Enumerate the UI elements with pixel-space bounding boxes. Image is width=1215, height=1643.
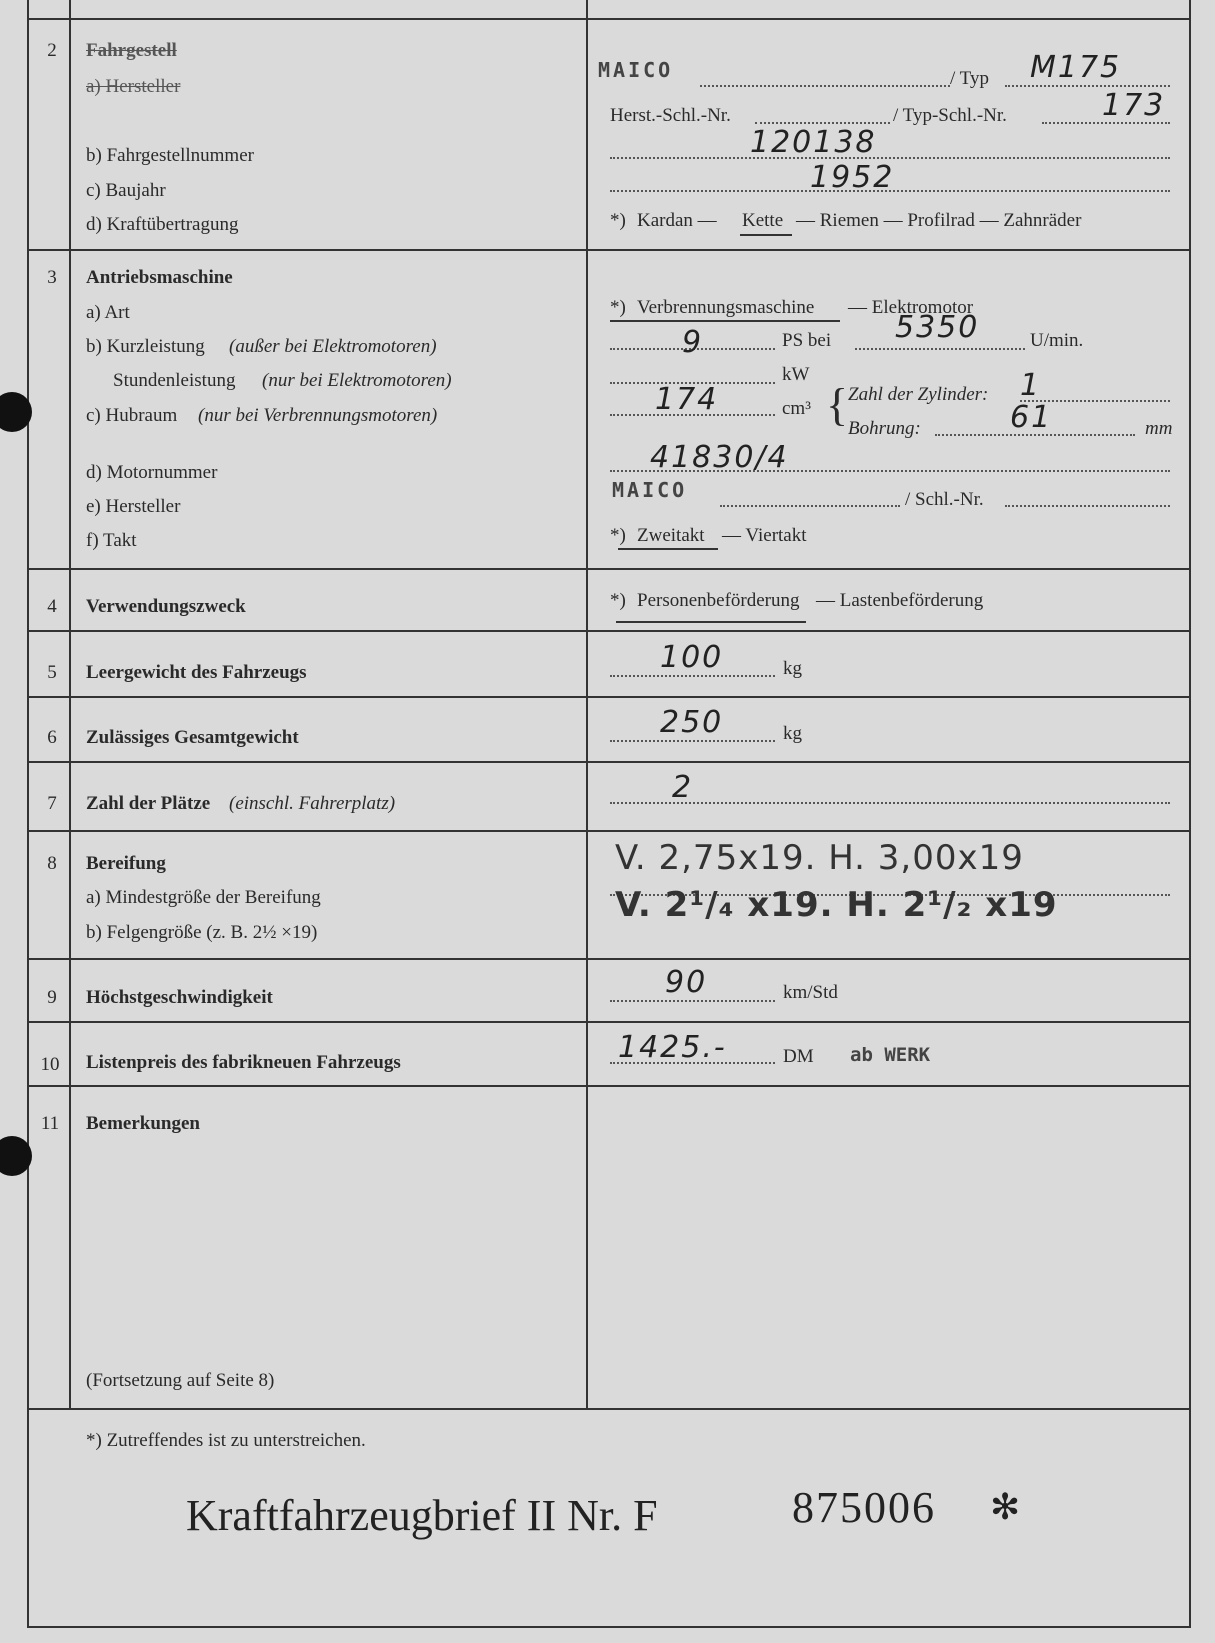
handwritten-value: 120138 xyxy=(750,125,877,160)
row-title: Verwendungszweck xyxy=(86,596,246,617)
row-divider xyxy=(27,696,1189,698)
felgen-value: V. 2¹/₄ x19. H. 2¹/₂ x19 xyxy=(615,885,1058,925)
hersteller-stamp: MAICO xyxy=(598,58,674,82)
row-divider xyxy=(27,1408,1189,1410)
field-label: Bohrung: xyxy=(848,418,921,439)
row-title: Antriebsmaschine xyxy=(86,267,233,288)
row-divider xyxy=(27,761,1189,763)
handwritten-value: 250 xyxy=(660,705,724,740)
dotted-line xyxy=(610,1000,775,1002)
reifen-value: V. 2,75x19. H. 3,00x19 xyxy=(615,838,1024,878)
dotted-line xyxy=(610,470,1170,472)
motor-hersteller-stamp: MAICO xyxy=(612,478,688,502)
unit-label: km/Std xyxy=(783,982,838,1003)
option-marker: *) xyxy=(610,297,626,318)
dotted-line xyxy=(610,740,775,742)
row-title: Höchstgeschwindigkeit xyxy=(86,987,273,1008)
field-note: (einschl. Fahrerplatz) xyxy=(229,793,396,814)
handwritten-value: 41830/4 xyxy=(650,440,789,475)
row-number: 5 xyxy=(47,662,57,683)
document-title: Kraftfahrzeugbrief II Nr. F xyxy=(186,1491,658,1540)
unit-label: kg xyxy=(783,723,802,744)
field-label: d) Kraftübertragung xyxy=(86,214,239,235)
option-text: Kardan — xyxy=(637,210,717,231)
dotted-line xyxy=(755,122,890,124)
handwritten-value: 174 xyxy=(655,382,719,417)
handwritten-value: 173 xyxy=(1102,88,1166,123)
dotted-line xyxy=(1005,85,1170,87)
handwritten-value: 1425.- xyxy=(618,1030,727,1065)
option-selected: Personenbeförderung xyxy=(637,590,800,611)
row-divider xyxy=(27,249,1189,251)
row-title: Leergewicht des Fahrzeugs xyxy=(86,662,307,683)
option-text: — Riemen — Profilrad — Zahnräder xyxy=(796,210,1082,231)
row-number: 9 xyxy=(47,987,57,1008)
field-note: (außer bei Elektromotoren) xyxy=(229,336,437,357)
option-marker: *) xyxy=(610,525,626,546)
dotted-line xyxy=(610,675,775,677)
field-label: b) Kurzleistung xyxy=(86,336,205,357)
row-number: 6 xyxy=(47,727,57,748)
row-number: 11 xyxy=(40,1113,60,1134)
handwritten-value: 100 xyxy=(660,640,724,675)
dotted-line xyxy=(720,505,900,507)
number-column-divider xyxy=(69,0,71,1408)
handwritten-value: 9 xyxy=(682,325,704,360)
selection-underline xyxy=(610,320,840,322)
brace: { xyxy=(826,379,849,430)
field-label: Stundenleistung xyxy=(113,370,236,391)
field-label: cm³ xyxy=(782,398,811,419)
field-label: c) Hubraum xyxy=(86,405,178,426)
handwritten-value: 61 xyxy=(1010,400,1053,435)
handwritten-value: 1 xyxy=(1020,368,1042,403)
selection-underline xyxy=(740,234,792,236)
row-number: 2 xyxy=(47,40,57,61)
continuation-note: (Fortsetzung auf Seite 8) xyxy=(86,1370,275,1391)
field-label: / Typ-Schl.-Nr. xyxy=(893,105,1007,126)
row-title: Zahl der Plätze xyxy=(86,793,211,814)
field-label: a) Hersteller xyxy=(86,76,181,97)
field-label: Zahl der Zylinder: xyxy=(848,384,989,405)
field-label: a) Art xyxy=(86,302,130,323)
handwritten-value: M175 xyxy=(1030,50,1122,85)
row-title: Listenpreis des fabrikneuen Fahrzeugs xyxy=(86,1052,401,1073)
dotted-line xyxy=(610,190,1170,192)
handwritten-value: 2 xyxy=(672,770,694,805)
unit-label: DM xyxy=(783,1046,814,1067)
dotted-line xyxy=(610,802,1170,804)
row-divider xyxy=(27,1021,1189,1023)
row-title: Zulässiges Gesamtgewicht xyxy=(86,727,299,748)
ab-werk-stamp: ab WERK xyxy=(850,1044,931,1066)
selection-underline xyxy=(618,548,718,550)
field-label: c) Baujahr xyxy=(86,180,166,201)
row-title: Fahrgestell xyxy=(86,40,177,61)
option-selected: Zweitakt xyxy=(637,525,705,546)
option-text: — Viertakt xyxy=(722,525,807,546)
row-divider xyxy=(27,630,1189,632)
field-label: a) Mindestgröße der Bereifung xyxy=(86,887,321,908)
row-number: 4 xyxy=(47,596,57,617)
field-label: / Schl.-Nr. xyxy=(905,489,984,510)
row-number: 3 xyxy=(47,267,57,288)
option-marker: *) xyxy=(610,590,626,611)
field-label: kW xyxy=(782,364,810,385)
field-label: Herst.-Schl.-Nr. xyxy=(610,105,731,126)
row-number: 8 xyxy=(47,853,57,874)
handwritten-value: 1952 xyxy=(810,160,895,195)
field-label: PS bei xyxy=(782,330,832,351)
row-divider xyxy=(27,568,1189,570)
value-column-divider xyxy=(586,0,588,1408)
field-label: mm xyxy=(1145,418,1173,439)
field-label: U/min. xyxy=(1030,330,1084,351)
option-marker: *) xyxy=(610,210,626,231)
field-note: (nur bei Elektromotoren) xyxy=(262,370,452,391)
row-title: Bereifung xyxy=(86,853,166,874)
unit-label: kg xyxy=(783,658,802,679)
option-selected: Verbrennungsmaschine xyxy=(637,297,815,318)
row-divider xyxy=(27,18,1189,20)
dotted-line xyxy=(855,348,1025,350)
footnote: *) Zutreffendes ist zu unterstreichen. xyxy=(86,1430,366,1451)
handwritten-value: 90 xyxy=(665,965,708,1000)
field-label: d) Motornummer xyxy=(86,462,218,483)
dotted-line xyxy=(1005,505,1170,507)
row-divider xyxy=(27,1085,1189,1087)
option-text: — Lastenbeförderung xyxy=(816,590,984,611)
dotted-line xyxy=(610,157,1170,159)
field-label: b) Felgengröße (z. B. 2½ ×19) xyxy=(86,922,318,943)
field-label: f) Takt xyxy=(86,530,137,551)
serial-number: 875006 xyxy=(792,1483,936,1532)
field-label: e) Hersteller xyxy=(86,496,181,517)
field-note: (nur bei Verbrennungsmotoren) xyxy=(198,405,438,426)
option-text: — Elektromotor xyxy=(848,297,974,318)
row-number: 7 xyxy=(47,793,57,814)
field-label: b) Fahrgestellnummer xyxy=(86,145,254,166)
serial-star-mark: ✻ xyxy=(990,1487,1021,1527)
field-label: / Typ xyxy=(950,68,989,89)
row-title: Bemerkungen xyxy=(86,1113,200,1134)
option-selected: Kette xyxy=(742,210,784,231)
row-divider xyxy=(27,958,1189,960)
selection-underline xyxy=(616,621,806,623)
handwritten-value: 5350 xyxy=(895,310,980,345)
dotted-line xyxy=(700,85,950,87)
row-divider xyxy=(27,830,1189,832)
row-number: 10 xyxy=(40,1054,60,1075)
